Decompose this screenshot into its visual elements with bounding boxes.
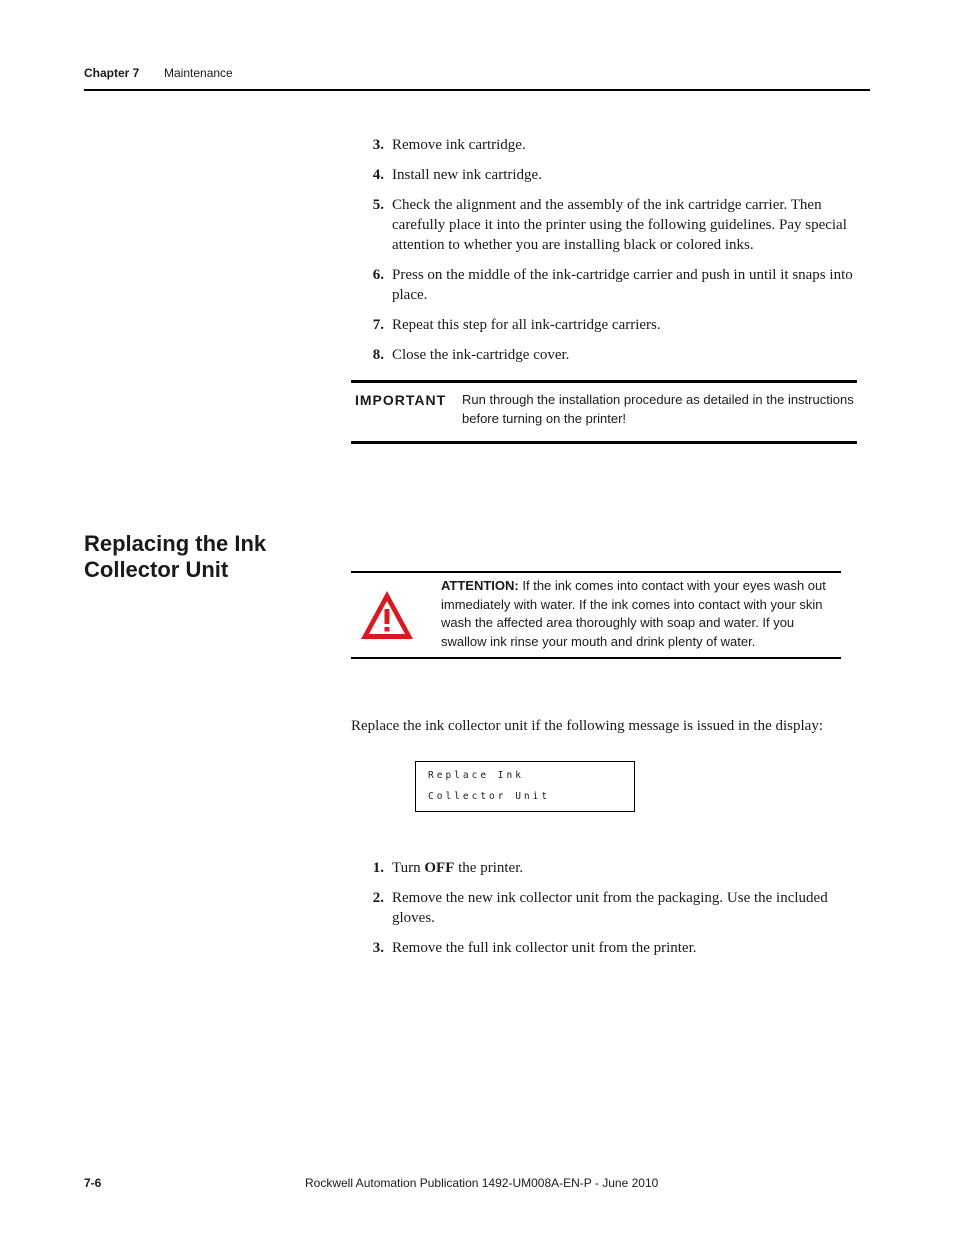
attention-text: ATTENTION: If the ink comes into contact with your eyes wash out immediately with water. If the ink comes into contact with your skin wash the affected area thoroughly with soap and water. If you swallow ink rinse your mouth and drink plenty of water. — [441, 578, 826, 649]
step-item: 7. Repeat this step for all ink-cartridge carriers. — [372, 317, 661, 333]
step-item: 3. Remove the full ink collector unit from the printer. — [372, 940, 697, 956]
publication-info: Rockwell Automation Publication 1492-UM008A-EN-P - June 2010 — [305, 1176, 659, 1190]
intro-paragraph: Replace the ink collector unit if the following message is issued in the display: — [351, 718, 823, 734]
step-item: 1. Turn OFF the printer. — [372, 860, 524, 876]
step-item: 6. Press on the middle of the ink-cartridge carrier and push in until it snaps into place. — [372, 267, 853, 303]
important-notice — [351, 380, 857, 444]
warning-triangle-icon — [359, 589, 415, 641]
display-line-1: Replace Ink — [428, 770, 524, 781]
attention-notice — [351, 571, 841, 659]
step-item: 4. Install new ink cartridge. — [372, 167, 542, 183]
section-title: Replacing the Ink Collector Unit — [84, 531, 267, 582]
attention-label: ATTENTION: — [441, 578, 519, 593]
steps-list-top — [360, 135, 870, 375]
section-label: Maintenance — [164, 66, 233, 80]
display-message — [415, 761, 635, 812]
step-item: 3. Remove ink cartridge. — [372, 137, 526, 153]
important-text: Run through the installation procedure as detailed in the instructions before turning on the printer! — [462, 392, 854, 426]
steps-list-bottom — [360, 858, 870, 968]
chapter-label: Chapter 7 — [84, 66, 140, 80]
important-tag: IMPORTANT — [355, 392, 447, 408]
step-item: 8. Close the ink-cartridge cover. — [372, 347, 570, 363]
header-rule — [84, 89, 870, 91]
step-item: 5. Check the alignment and the assembly of the ink cartridge carrier. Then carefully place it into the printer using the following guidelines. Pay special attention to whether you are installing black or colored inks. — [372, 197, 847, 253]
page-number: 7-6 — [84, 1176, 102, 1190]
step-item: 2. Remove the new ink collector unit from the packaging. Use the included gloves. — [372, 890, 828, 926]
display-line-2: Collector Unit — [428, 791, 551, 802]
page-header — [84, 66, 870, 80]
